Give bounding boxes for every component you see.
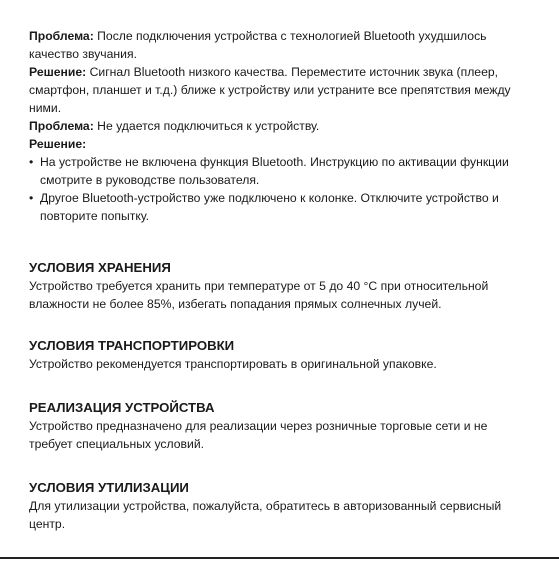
list-item-text: Другое Bluetooth-устройство уже подключено к колонке. Отключите устройство и повторите попытку. [40, 191, 499, 223]
solution-1 [29, 63, 534, 117]
section-text-transport: Устройство рекомендуется транспортировать в оригинальной упаковке. [29, 357, 437, 371]
section-text-sales: Устройство предназначено для реализации через розничные торговые сети и не требует специальных условий. [29, 419, 488, 451]
problem-2-label: Проблема: [29, 119, 94, 133]
problem-2-text: Не удается подключиться к устройству. [93, 119, 320, 133]
problem-1-label: Проблема: [29, 29, 94, 43]
problem-1 [29, 27, 534, 63]
solution-1-label: Решение: [29, 65, 87, 79]
list-item [29, 189, 534, 225]
section-title-transport: УСЛОВИЯ ТРАНСПОРТИРОВКИ [29, 338, 235, 353]
solution-1-text: Сигнал Bluetooth низкого качества. Переместите источник звука (плеер, смартфон, планшет и т.д.) ближе к устройству или устраните все препятствия между ними. [29, 65, 511, 115]
list-item [29, 153, 534, 189]
bottom-divider [0, 557, 559, 559]
problem-1-text: После подключения устройства с технологией Bluetooth ухудшилось качество звучания. [29, 29, 487, 61]
bullet-icon: • [29, 191, 34, 205]
problem-2 [29, 117, 534, 135]
section-text-disposal: Для утилизации устройства, пожалуйста, обратитесь в авторизованный сервисный центр. [29, 499, 502, 531]
section-title-sales: РЕАЛИЗАЦИЯ УСТРОЙСТВА [29, 400, 215, 415]
bullet-icon: • [29, 155, 34, 169]
solution-2-list [29, 153, 534, 225]
list-item-text: На устройстве не включена функция Bluetooth. Инструкцию по активации функции смотрите в руководстве пользователя. [40, 155, 509, 187]
document-page [29, 27, 534, 533]
section-title-storage: УСЛОВИЯ ХРАНЕНИЯ [29, 260, 171, 275]
section-title-disposal: УСЛОВИЯ УТИЛИЗАЦИИ [29, 480, 189, 495]
section-text-storage: Устройство требуется хранить при температуре от 5 до 40 °C при относительной влажности не более 85%, избегать попадания прямых солнечных лучей. [29, 279, 489, 311]
solution-2-label: Решение: [29, 137, 87, 151]
